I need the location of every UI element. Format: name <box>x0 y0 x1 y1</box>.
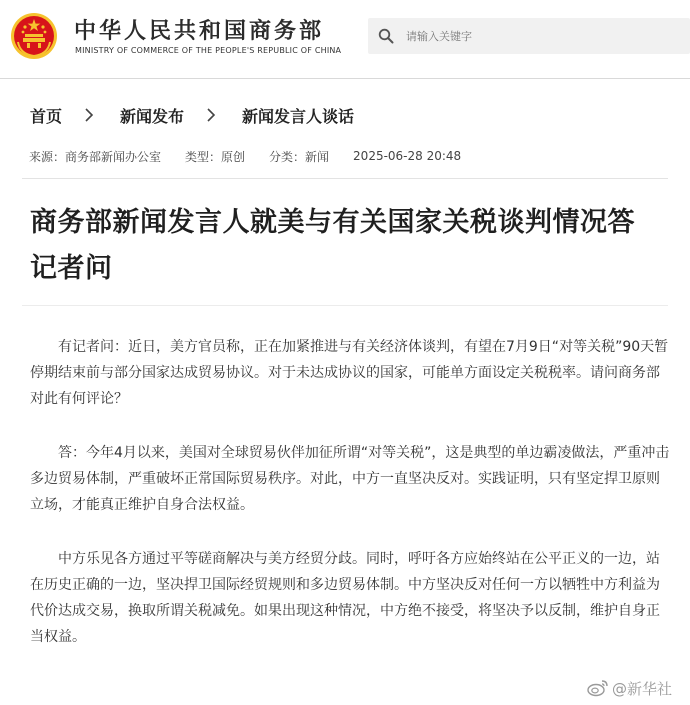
meta-source: 来源：商务部新闻办公室 <box>29 149 162 164</box>
divider <box>22 305 668 306</box>
watermark-text: @新华社 <box>612 679 673 698</box>
article-meta <box>29 146 461 166</box>
search-icon[interactable] <box>378 28 394 44</box>
meta-category: 分类：新闻 <box>269 149 330 164</box>
search-input[interactable] <box>406 18 676 54</box>
breadcrumb-news-release[interactable]: 新闻发布 <box>120 106 185 126</box>
search-bar <box>368 18 690 54</box>
breadcrumb <box>30 103 354 127</box>
meta-datetime: 2025-06-28 20:48 <box>353 149 462 163</box>
article-paragraph: 中方乐见各方通过平等磋商解决与美方经贸分歧。同时，呼吁各方应始终站在公平正义的一边，站在历史正确的一边，坚决捍卫国际经贸规则和多边贸易体制。中方坚决反对任何一方以牺牲中方利益为代价达成交易，换取所谓关税减免。如果出现这种情况，中方绝不接受，将坚决予以反制，维护自身正当权益。 <box>30 551 660 645</box>
article-title: 商务部新闻发言人就美与有关国家关税谈判情况答记者问 <box>30 207 635 284</box>
chevron-right-icon <box>206 108 216 122</box>
national-emblem-icon[interactable] <box>10 12 58 60</box>
weibo-icon <box>587 679 609 697</box>
watermark <box>587 677 672 699</box>
meta-type: 类型：原创 <box>185 149 246 164</box>
site-header <box>0 0 690 79</box>
chevron-right-icon <box>84 108 94 122</box>
site-name-en: MINISTRY OF COMMERCE OF THE PEOPLE'S REPUBLIC OF CHINA <box>75 46 342 55</box>
article-paragraph: 有记者问：近日，美方官员称，正在加紧推进与有关经济体谈判，有望在7月9日“对等关税”90天暂停期结束前与部分国家达成贸易协议。对于未达成协议的国家，可能单方面设定关税税率。请问商务部对此有何评论？ <box>30 339 669 407</box>
breadcrumb-home[interactable]: 首页 <box>30 106 63 126</box>
article-paragraph: 答：今年4月以来，美国对全球贸易伙伴加征所谓“对等关税”，这是典型的单边霸凌做法，严重冲击多边贸易体制，严重破坏正常国际贸易秩序。对此，中方一直坚决反对。实践证明，只有坚定捍卫原则立场，才能真正维护自身合法权益。 <box>30 445 670 513</box>
divider <box>22 178 668 179</box>
breadcrumb-spokesperson[interactable]: 新闻发言人谈话 <box>242 106 355 126</box>
site-name-cn[interactable]: 中华人民共和国商务部 <box>74 19 325 44</box>
